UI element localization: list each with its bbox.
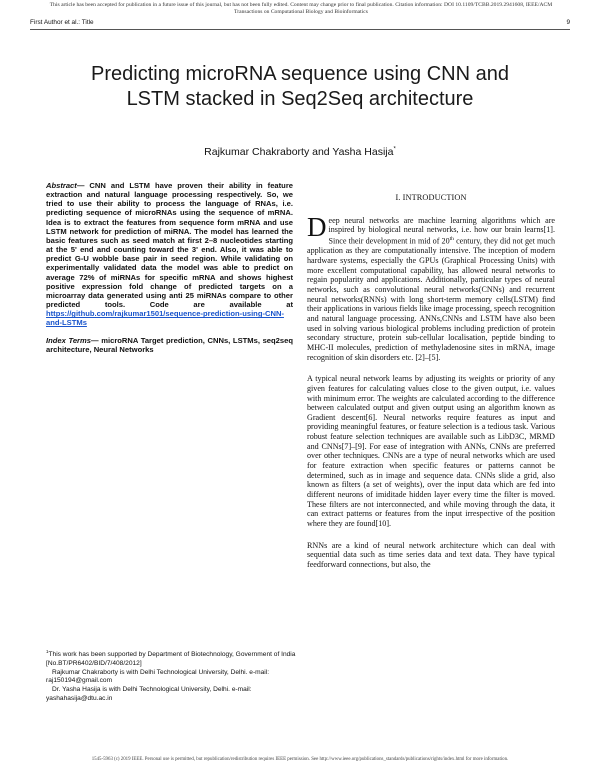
footnote-mark: 1 [46,649,49,654]
paragraph-2: A typical neural network learns by adjusting its weights or priority of any given features for calculating values close to the given output, i.e. values with minimum error. The weights are calculated according to the difference between calculated output and given output using an algorithm known as Gradient descent[6]. Neural networks require features as input and providing meaningful features, or feature selection is a tedious task. Various robust feature selection techniques are available such as LibD3C, MRMD and CNNs[7]–[9]. For ease of integration with ANNs, CNNs are preferred over other techniques. CNNs are a type of neural networks which are used for feature extraction when specific features or patterns cannot be determined, such as in image and sequence data. CNNs slide a grid, also known as filters (a set of weights), over the input data which are fed into different neurons of imiditade hidden layer every time the filter is moved. These filters are not interconnected, and while moving through the data, it can extract patterns or features from the input irrespective of the position where they are found[10]. [307,374,555,529]
paragraph-1-text-b: century, they did not get much application as they are computationally intensive. The inception of modern hardware systems, especially the GPUs (Graphical Processing Units) with more excellent computational capability, has allowed neural networks to regain popularity and applications. Additionally, particular types of neural networks, such as convolutional neural networks(CNNs) and recurrent neural networks(RNNs) with long short-term memory cells(LSTM) find their applications in various fields like image processing, speech recognition and natural language processing. ANNs,CNNs and LSTM have also been used in solving various biological problems including prediction of protein secondary structure, protein sub-cellular localisation, peptide binding to MHC-II molecules, prediction of methyladenosine sites in mRNA, image recognition of skin disorders etc. [2]–[5]. [307,236,555,362]
right-column [307,193,555,570]
publication-notice-line1: This article has been accepted for publication in a future issue of this journal, but has not been fully edited. Content may change prior to final publication. Citation information: DOI 10.1109/TCBB.2019.2941608, IEEE/ACM [49,2,553,8]
paper-title [40,62,560,112]
abstract-text: CNN and LSTM have proven their ability in feature extraction and natural language processing respectively. So, we tried to use their ability to process the language of RNAs, i.e. predicting sequence of microRNAs using the sequence of mRNA. Idea is to extract the features from sequence form mRNA and use LSTM network for prediction of miRNA. The model has learned the basic features such as seed match at first 2–8 nucleotides starting at the 5' end and counting toward the 3' end. Also, it was able to predict G-U wobble base pair in seed region. While validating on experimentally validated data the model was able to predict on average 72% of miRNAs for specific mRNA and shows highest positive expression fold change of predicted targets on a microarray data generated using anti 25 miRNAs compare to other predicted tools. Code are available at [46,181,293,310]
footnote-funding [46,648,296,669]
paper-title-line2: LSTM stacked in Seq2Seq architecture [126,88,474,110]
footnote-funding-text: This work has been supported by Department of Biotechnology, Government of India [No.BT/PR6402/BID/7/408/2012] [46,651,296,667]
abstract-dash: — [76,181,90,190]
index-terms [46,336,293,354]
copyright-footer: 1545-5963 (c) 2019 IEEE. Personal use is permitted, but republication/redistribution requires IEEE permission. See http://www.ieee.org/publications_standards/publications/rights/index.html for more information. [91,757,509,762]
paragraph-1 [307,211,555,363]
running-header [30,19,570,30]
index-terms-text: microRNA Target prediction, CNNs, LSTMs, seq2seq architecture, Neural Networks [46,335,293,354]
section-heading [307,193,555,203]
left-column [46,181,293,354]
authors-mark: * [393,146,396,153]
drop-cap: D [307,211,327,242]
publication-notice-line2: Transactions on Computational Biology and Bioinformatics [234,9,368,15]
paragraph-1-text-a: eep neural networks are machine learning algorithms which are inspired by biological neural networks, i.e. how our brain learns[1]. Since their development in mid of 20 [328,215,555,246]
index-terms-label: Index Terms [46,335,91,345]
abstract [46,181,293,328]
code-link[interactable]: https://github.com/rajkumar1501/sequence-prediction-using-CNN-and-LSTMs [46,309,284,328]
paragraph-1-sup: th [449,235,454,242]
section-initial: I [402,193,406,202]
footnotes [46,648,296,703]
running-header-left: First Author et al.: Title [30,19,94,26]
abstract-label: Abstract [46,181,77,190]
paragraph-3: RNNs are a kind of neural network architecture which can deal with sequential data such as time series data and text data. They have typical feedforward connections, but also, the [307,540,555,569]
footnote-author2: Dr. Yasha Hasija is with Delhi Technological University, Delhi. e-mail: yashahasija@dtu.ac.in [46,686,252,702]
section-rest: NTRODUCTION [405,193,467,202]
section-number: I. [395,193,403,202]
index-terms-dash: — [91,335,102,345]
authors-names: Rajkumar Chakraborty and Yasha Hasija [204,146,394,158]
page-number: 9 [566,19,570,26]
paper-title-line1: Predicting microRNA sequence using CNN and [91,63,509,85]
publication-notice [6,2,596,16]
authors [150,146,450,158]
footnote-author1: Rajkumar Chakraborty is with Delhi Technological University, Delhi. e-mail: raj150194@gmail.com [46,668,270,685]
